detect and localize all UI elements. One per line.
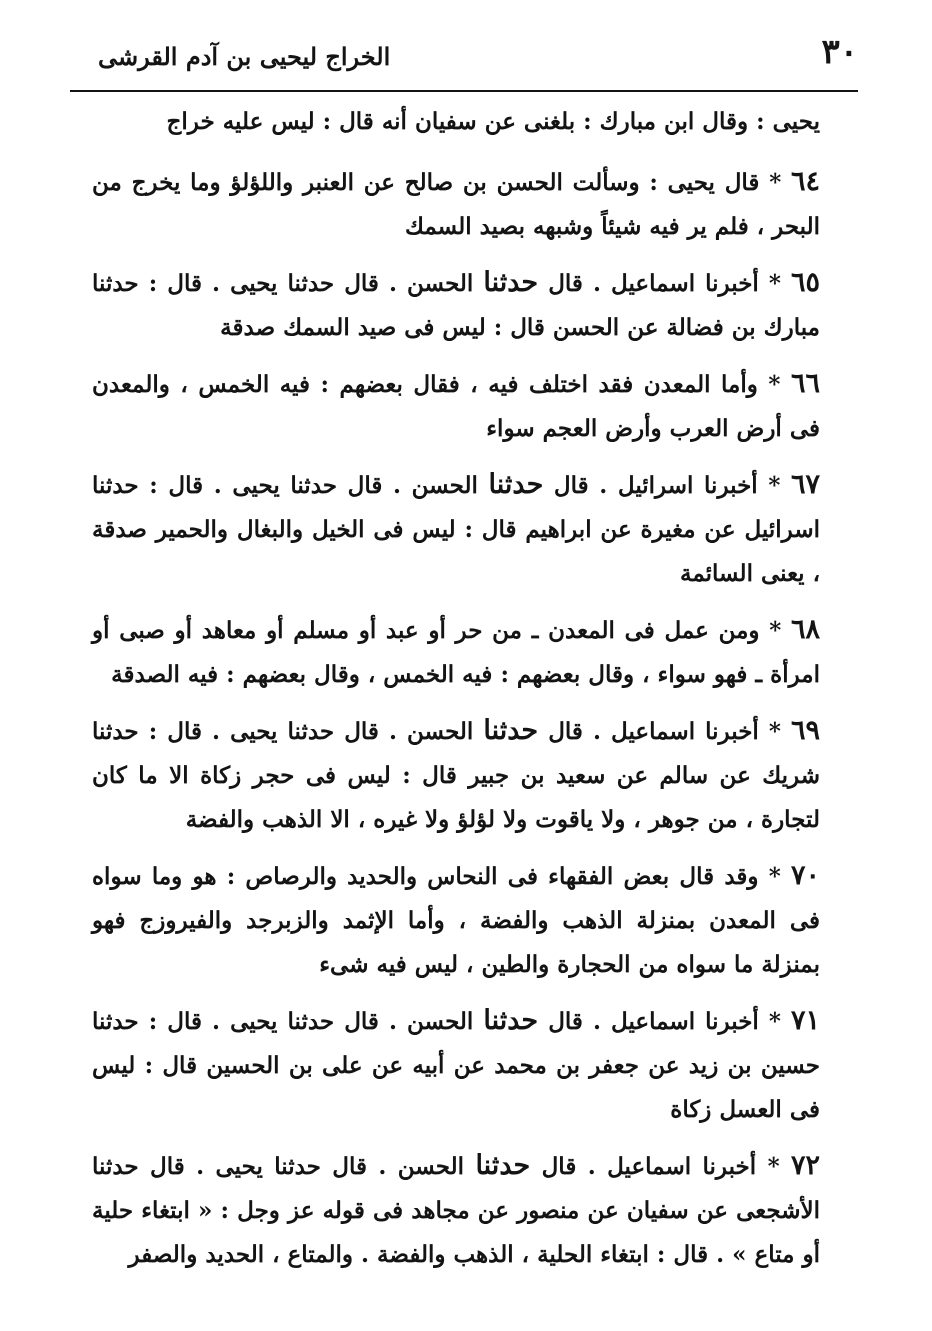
running-title: الخراج ليحيى بن آدم القرشى [98, 42, 391, 71]
header-rule [70, 90, 858, 92]
intro-paragraph: يحيى : وقال ابن مبارك : بلغنى عن سفيان أنه قال : ليس عليه خراج [166, 108, 820, 135]
entry-mark: * [768, 863, 781, 890]
entry-text-before: أخبرنا اسماعيل . قال [541, 1153, 757, 1180]
entry-text: ومن عمل فى المعدن ـ من حر أو عبد أو مسلم أو معاهد أو صبى أو امرأة ـ فهو سواء ، وقال بعضهم : فيه الخمس ، وقال بعضهم : فيه الصدقة [92, 617, 820, 688]
entry-text-after: الحسن . قال حدثنا يحيى . قال : حدثنا اسرائيل عن مغيرة عن ابراهيم قال : ليس فى الخيل والبغال والحمير صدقة ، يعنى السائمة [92, 472, 820, 587]
entry-text-after: الحسن . قال حدثنا يحيى . قال حدثنا الأشجعى عن سفيان عن منصور عن مجاهد فى قوله عز وجل : « ابتغاء حلية أو متاع » . قال : ابتغاء الحلية ، الذهب والفضة . والمتاع ، الحديد والصفر [92, 1153, 820, 1268]
entry-mark: * [768, 1008, 781, 1035]
entry-64 [92, 160, 820, 249]
entry-text-before: أخبرنا اسماعيل . قال [548, 1008, 759, 1035]
entry-number: ٦٧ [791, 469, 821, 500]
entry-72 [92, 1144, 820, 1277]
entry-bold-word: حدثنا [483, 267, 539, 298]
entry-69 [92, 709, 820, 842]
entry-number: ٦٤ [791, 166, 821, 197]
entry-text: وقد قال بعض الفقهاء فى النحاس والحديد والرصاص : هو وما سواه فى المعدن بمنزلة الذهب والفضة ، وأما الإثمد والزبرجد والفيروزج فهو بمنزلة ما سواه من الحجارة والطين ، ليس فيه شىء [92, 863, 820, 978]
entry-text: قال يحيى : وسألت الحسن بن صالح عن العنبر واللؤلؤ وما يخرج من البحر ، فلم ير فيه شيئاً وشبهه بصيد السمك [92, 169, 820, 240]
entry-number: ٦٦ [790, 368, 820, 399]
entry-bold-word: حدثنا [483, 1005, 539, 1036]
entry-mark: * [768, 270, 781, 297]
entry-text-before: أخبرنا اسماعيل . قال [548, 270, 759, 297]
entry-text-after: الحسن . قال حدثنا يحيى . قال : حدثنا حسين بن زيد عن جعفر بن محمد عن أبيه عن على بن الحسين قال : ليس فى العسل زكاة [92, 1008, 820, 1123]
entry-mark: * [768, 371, 781, 398]
entry-number: ٦٥ [790, 267, 820, 298]
entry-number: ٦٨ [790, 614, 820, 645]
entry-bold-word: حدثنا [483, 715, 539, 746]
entry-mark: * [769, 169, 782, 196]
entry-number: ٧٠ [791, 860, 821, 891]
entry-text-before: أخبرنا اسماعيل . قال [548, 718, 759, 745]
entry-68 [92, 608, 820, 697]
entry-67 [92, 463, 820, 596]
entry-mark: * [768, 718, 781, 745]
entry-bold-word: حدثنا [475, 1150, 531, 1181]
entry-65 [92, 261, 820, 350]
entry-mark: * [769, 617, 782, 644]
entry-number: ٧٢ [790, 1150, 820, 1181]
entry-text-after: الحسن . قال حدثنا يحيى . قال : حدثنا شريك عن سالم عن سعيد بن جبير قال : ليس فى حجر زكاة الا ما كان لتجارة ، من جوهر ، ولا ياقوت ولا لؤلؤ ولا غيره ، الا الذهب والفضة [92, 718, 820, 833]
entry-66 [92, 362, 820, 451]
entry-text-after: الحسن . قال حدثنا يحيى . قال : حدثنا مبارك بن فضالة عن الحسن قال : ليس فى صيد السمك صدقة [92, 270, 820, 341]
entry-text: وأما المعدن فقد اختلف فيه ، فقال بعضهم : فيه الخمس ، والمعدن فى أرض العرب وأرض العجم سواء [92, 371, 820, 442]
page-header [70, 30, 858, 88]
entry-71 [92, 999, 820, 1132]
entry-number: ٦٩ [790, 715, 820, 746]
entry-text-before: أخبرنا اسرائيل . قال [553, 472, 758, 499]
entry-number: ٧١ [790, 1005, 820, 1036]
entry-mark: * [768, 472, 781, 499]
entry-mark: * [767, 1153, 780, 1180]
entry-70 [92, 854, 820, 987]
page-number: ٣٠ [821, 32, 858, 72]
entry-bold-word: حدثنا [488, 469, 544, 500]
page-body [92, 100, 820, 1289]
